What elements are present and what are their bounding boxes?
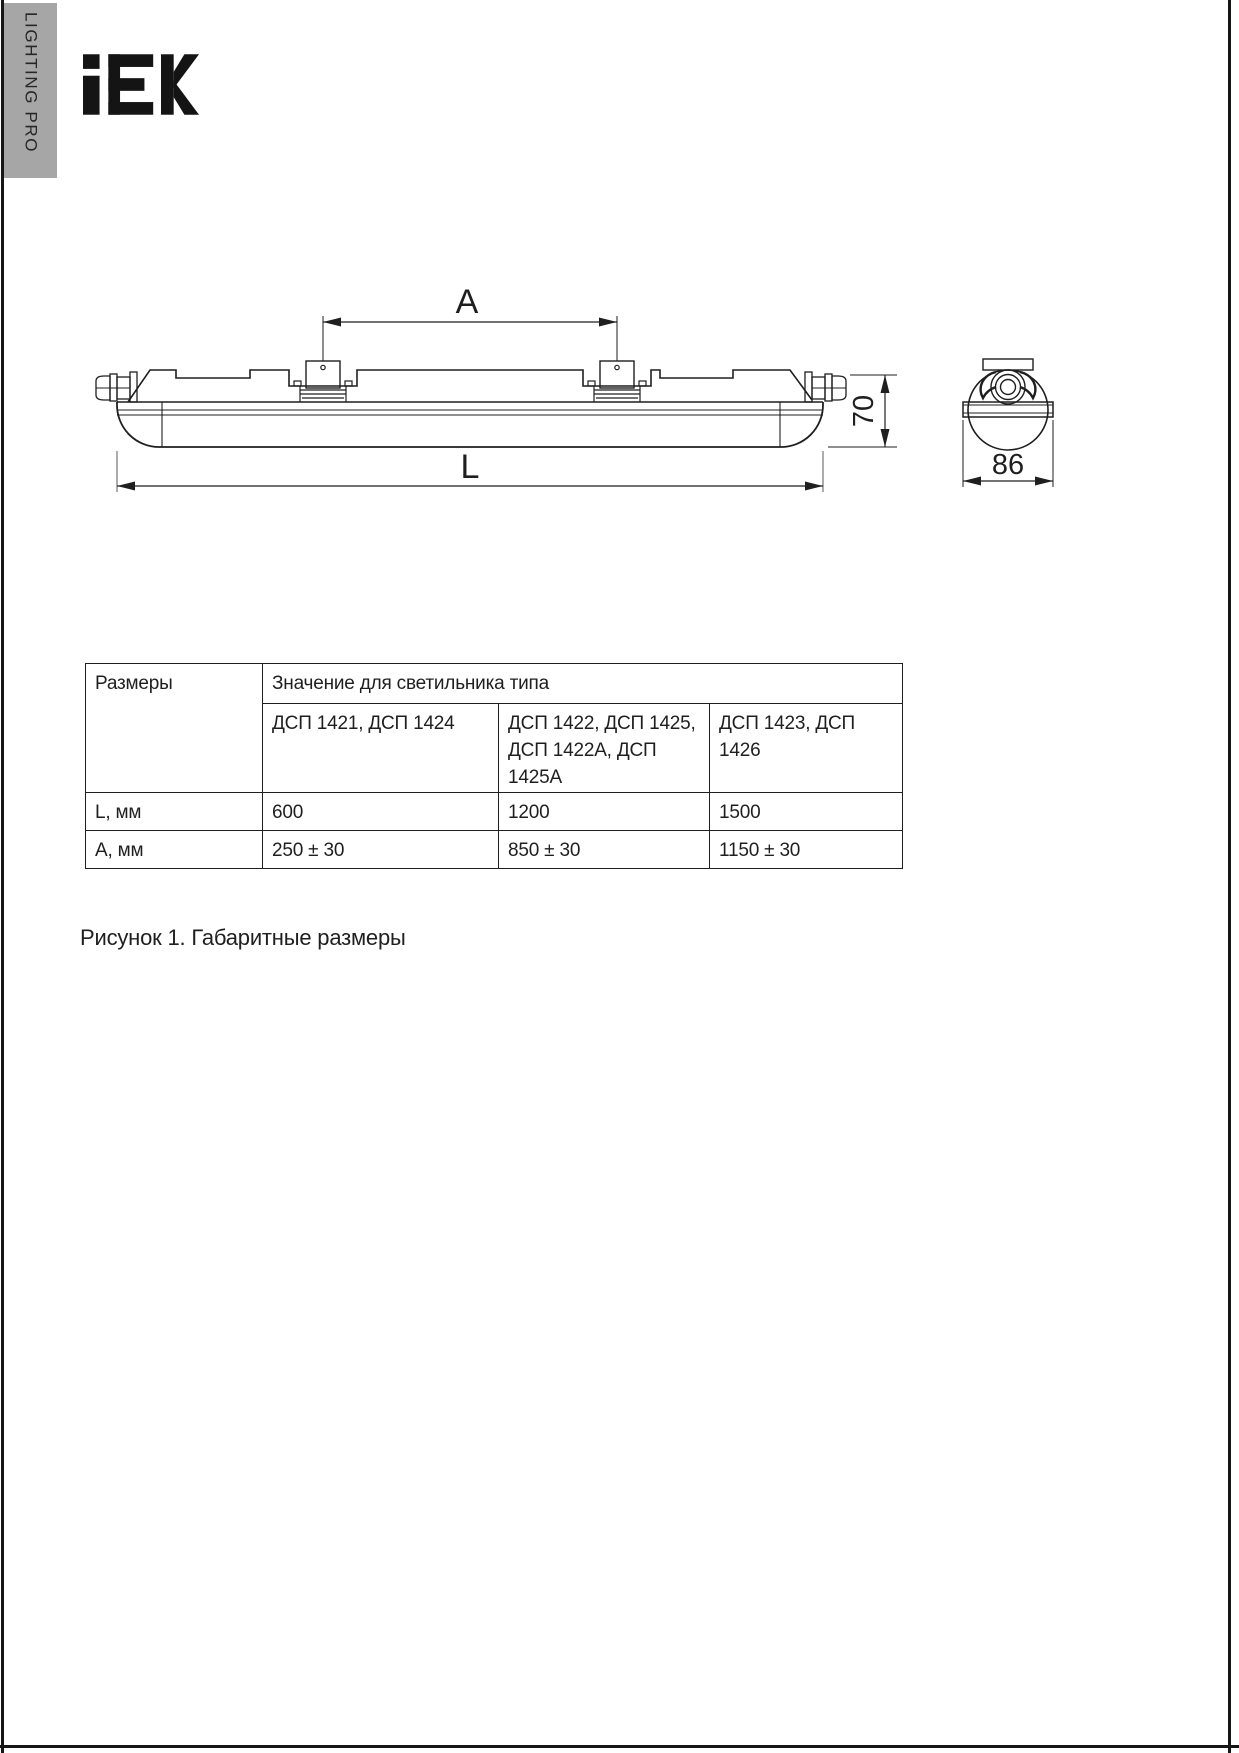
table-cell: 1200 <box>499 792 710 830</box>
table-cell: 600 <box>263 792 499 830</box>
sidebar-label: LIGHTING PRO <box>21 12 41 154</box>
arrowhead-right-icon <box>1035 477 1053 486</box>
dim-a-label: A <box>455 283 479 321</box>
dimension-a <box>323 283 617 361</box>
end-view-gland <box>981 370 1036 404</box>
table-header-type-3: ДСП 1423, ДСП 1426 <box>710 704 903 793</box>
table-cell: 1150 ± 30 <box>710 830 903 868</box>
dim-l-label: L <box>460 448 480 486</box>
mounting-bracket-left <box>294 361 352 402</box>
table-cell: 250 ± 30 <box>263 830 499 868</box>
dim-height-label: 70 <box>848 394 880 428</box>
arrowhead-left-icon <box>323 318 341 327</box>
table-cell: 850 ± 30 <box>499 830 710 868</box>
table-header-type-1: ДСП 1421, ДСП 1424 <box>263 704 499 793</box>
luminaire-side-view <box>117 370 823 447</box>
arrowhead-left-icon <box>963 477 981 486</box>
table-row-length <box>86 792 903 830</box>
table-row-bracket-distance <box>86 830 903 868</box>
table-header-span: Значение для светильника типа <box>263 664 903 704</box>
row-label: А, мм <box>86 830 263 868</box>
luminaire-end-view <box>963 359 1053 450</box>
arrowhead-left-icon <box>117 482 135 491</box>
dimension-l <box>117 448 823 492</box>
arrowhead-down-icon <box>881 429 890 447</box>
dimension-width <box>963 420 1053 487</box>
figure-caption: Рисунок 1. Габаритные размеры <box>80 925 406 950</box>
table-header-type-2: ДСП 1422, ДСП 1425, ДСП 1422А, ДСП 1425А <box>499 704 710 793</box>
dim-width-label: 86 <box>991 449 1025 481</box>
mounting-bracket-right <box>588 361 646 402</box>
arrowhead-right-icon <box>805 482 823 491</box>
dimensions-table <box>85 663 903 869</box>
table-header-sizes: Размеры <box>86 664 263 793</box>
arrowhead-up-icon <box>881 375 890 393</box>
dimension-height <box>828 375 897 447</box>
arrowhead-right-icon <box>599 318 617 327</box>
table-cell: 1500 <box>710 792 903 830</box>
row-label: L, мм <box>86 792 263 830</box>
